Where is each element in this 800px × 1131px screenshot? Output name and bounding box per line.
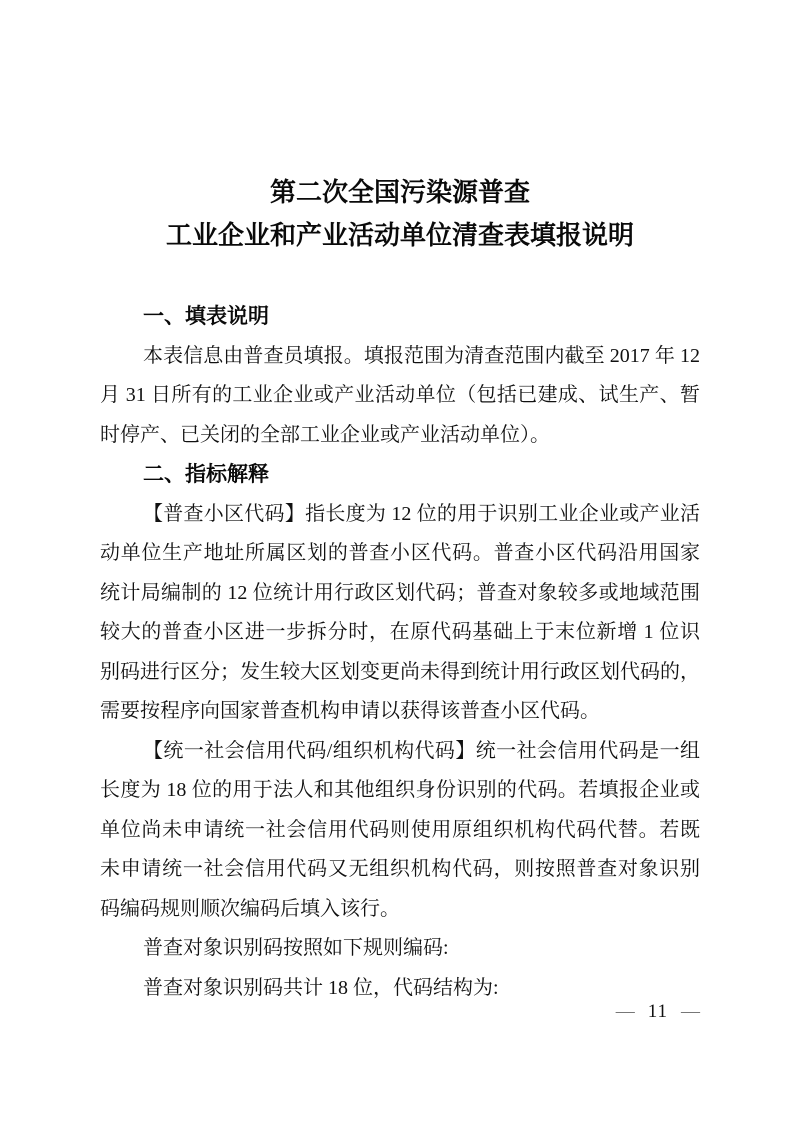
document-title: [0, 0, 800, 257]
page-footer: [616, 1001, 700, 1023]
paragraph-line: 本表信息由普查员填报。填报范围为清查范围内截至 2017 年 12: [143, 344, 700, 367]
paragraph-line: 需要按程序向国家普查机构申请以获得该普查小区代码。: [100, 700, 600, 722]
paragraph-line: 普查对象识别码按照如下规则编码:: [143, 937, 449, 959]
paragraph-line: 动单位生产地址所属区划的普查小区代码。普查小区代码沿用国家: [100, 542, 700, 564]
section-1-paragraph-1: [100, 337, 700, 456]
paragraph-line: 普查对象识别码共计 18 位，代码结构为:: [143, 976, 499, 999]
footer-dash-right: —: [681, 1001, 700, 1022]
paragraph-line: 未申请统一社会信用代码又无组织机构代码，则按照普查对象识别: [100, 858, 700, 880]
paragraph-line: 单位尚未申请统一社会信用代码则使用原组织机构代码代替。若既: [100, 818, 700, 841]
paragraph-line: 别码进行区分；发生较大区划变更尚未得到统计用行政区划代码的，: [100, 660, 700, 683]
paragraph-line: 较大的普查小区进一步拆分时，在原代码基础上于末位新增 1 位识: [100, 621, 700, 643]
paragraph-line: 时停产、已关闭的全部工业企业或产业活动单位）。: [100, 423, 550, 446]
footer-dash-left: —: [615, 1001, 635, 1022]
section-2-heading: 二、指标解释: [143, 463, 269, 486]
paragraph-line: 码编码规则顺次编码后填入该行。: [100, 897, 400, 920]
section-2-paragraph-2: [100, 732, 700, 930]
page-number: 11: [647, 1001, 668, 1022]
document-body: [100, 297, 700, 1008]
paragraph-line: 【统一社会信用代码/组织机构代码】统一社会信用代码是一组: [143, 739, 700, 762]
section-2-paragraph-1: [100, 495, 700, 732]
paragraph-line: 月 31 日所有的工业企业或产业活动单位（包括已建成、试生产、暂: [100, 384, 700, 406]
paragraph-line: 长度为 18 位的用于法人和其他组织身份识别的代码。若填报企业或: [100, 779, 700, 801]
document-title-line-1: 第二次全国污染源普查: [269, 177, 530, 207]
section-2-paragraph-3: [100, 929, 700, 969]
section-2-paragraph-4: [100, 969, 700, 1009]
section-1-heading: 一、填表说明: [143, 305, 269, 328]
document-title-line-2: 工业企业和产业活动单位清查表填报说明: [165, 220, 634, 250]
paragraph-line: 【普查小区代码】指长度为 12 位的用于识别工业企业或产业活: [143, 502, 700, 525]
paragraph-line: 统计局编制的 12 位统计用行政区划代码；普查对象较多或地域范围: [100, 581, 700, 604]
